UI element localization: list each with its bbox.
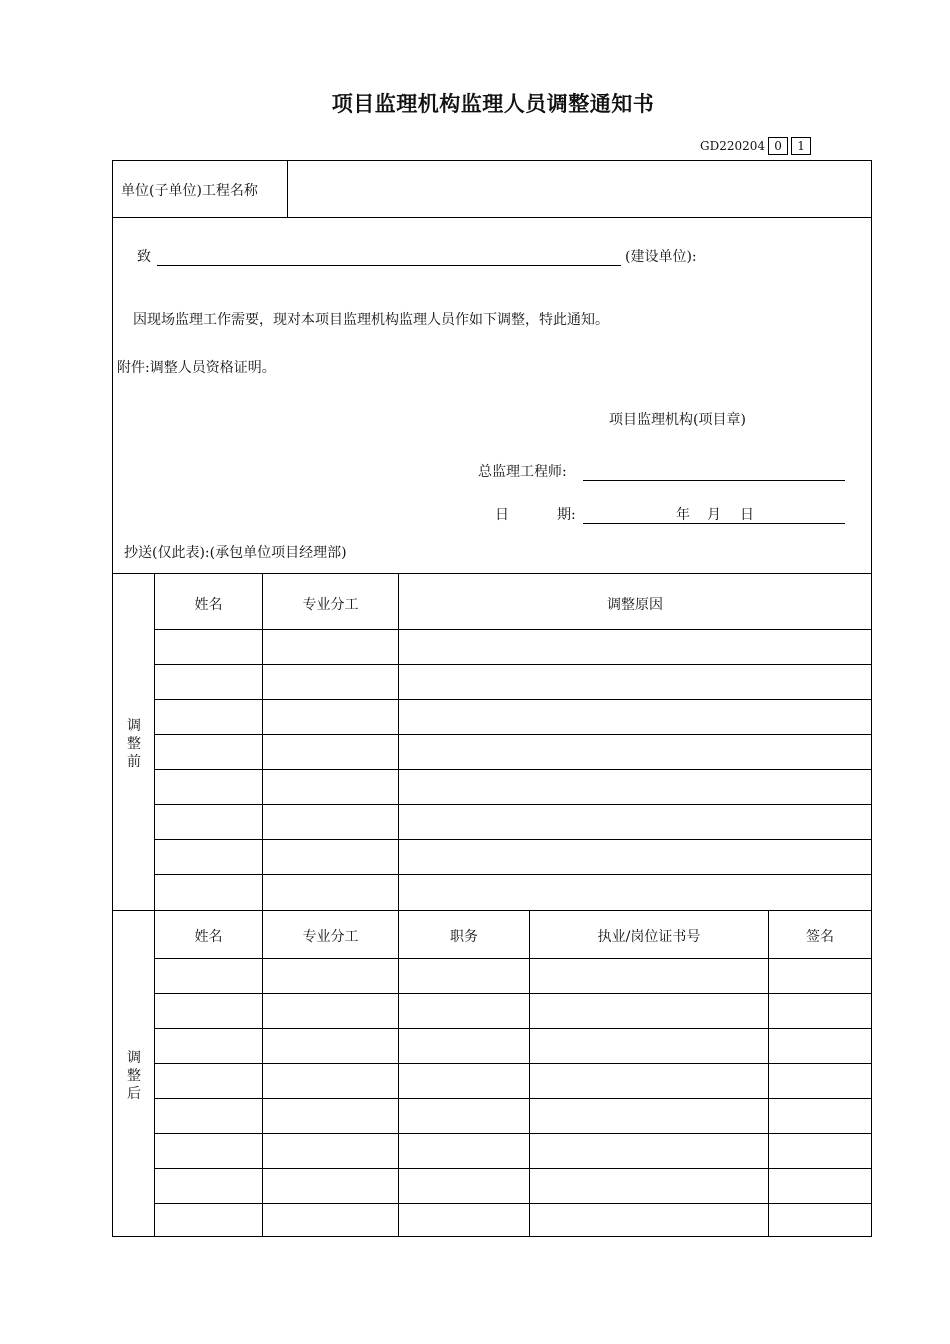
date-line[interactable] [583, 523, 845, 524]
table-row [154, 1133, 871, 1134]
before-side-char: 前 [127, 754, 141, 770]
form-frame [112, 160, 872, 1237]
before-side-char: 调 [127, 718, 141, 734]
date-label-1: 日 [495, 507, 509, 523]
after-header-name: 姓名 [194, 929, 223, 945]
after-header-specialty: 专业分工 [302, 929, 359, 945]
date-month: 月 [707, 507, 721, 523]
after-header-signature: 签名 [806, 929, 834, 945]
form-code-prefix: GD220204 [700, 139, 766, 153]
divider [287, 161, 288, 217]
before-header-reason: 调整原因 [607, 597, 663, 613]
divider [113, 573, 871, 574]
chief-engineer-signature-line[interactable] [583, 480, 845, 481]
form-code [700, 137, 811, 155]
divider [113, 910, 871, 911]
notice-body: 因现场监理工作需要，现对本项目监理机构监理人员作如下调整，特此通知。 [133, 312, 609, 328]
after-header-certificate: 执业/岗位证书号 [597, 929, 701, 945]
project-name-field[interactable] [289, 163, 869, 215]
table-row [154, 1098, 871, 1099]
after-side-char: 后 [127, 1086, 141, 1102]
after-side-char: 调 [127, 1050, 141, 1066]
cc-note: 抄送(仅此表):(承包单位项目经理部) [124, 545, 347, 561]
to-label: 致 [137, 249, 151, 265]
to-suffix: (建设单位): [625, 249, 697, 265]
table-row [154, 699, 871, 700]
attachment-note: 附件:调整人员资格证明。 [117, 360, 276, 376]
table-row [154, 874, 871, 875]
before-header-specialty: 专业分工 [302, 597, 359, 613]
date-year: 年 [676, 507, 690, 523]
page-title: 项目监理机构监理人员调整通知书 [331, 92, 655, 116]
before-side-char: 整 [127, 736, 141, 752]
before-side-label [124, 717, 144, 771]
table-row [154, 1028, 871, 1029]
divider [154, 629, 871, 630]
recipient-line[interactable] [157, 265, 621, 266]
after-side-char: 整 [127, 1068, 141, 1084]
chief-engineer-label: 总监理工程师: [478, 464, 567, 480]
after-header-position: 职务 [450, 929, 478, 945]
table-row [154, 1203, 871, 1204]
table-row [154, 1063, 871, 1064]
table-row [154, 1168, 871, 1169]
table-row [154, 993, 871, 994]
divider [262, 573, 263, 910]
table-row [154, 804, 871, 805]
date-day: 日 [740, 507, 754, 523]
table-row [154, 839, 871, 840]
project-name-label: 单位(子单位)工程名称 [121, 183, 258, 199]
date-label-2: 期: [557, 507, 576, 523]
after-side-label [124, 1049, 144, 1103]
table-row [154, 734, 871, 735]
divider [154, 573, 155, 1236]
divider [113, 217, 871, 218]
seal-label: 项目监理机构(项目章) [609, 412, 746, 428]
table-row [154, 664, 871, 665]
form-code-box-1[interactable]: 0 [768, 137, 788, 155]
before-header-name: 姓名 [194, 597, 223, 613]
divider [154, 958, 871, 959]
divider [398, 573, 399, 1236]
form-code-box-2[interactable]: 1 [791, 137, 811, 155]
table-row [154, 769, 871, 770]
